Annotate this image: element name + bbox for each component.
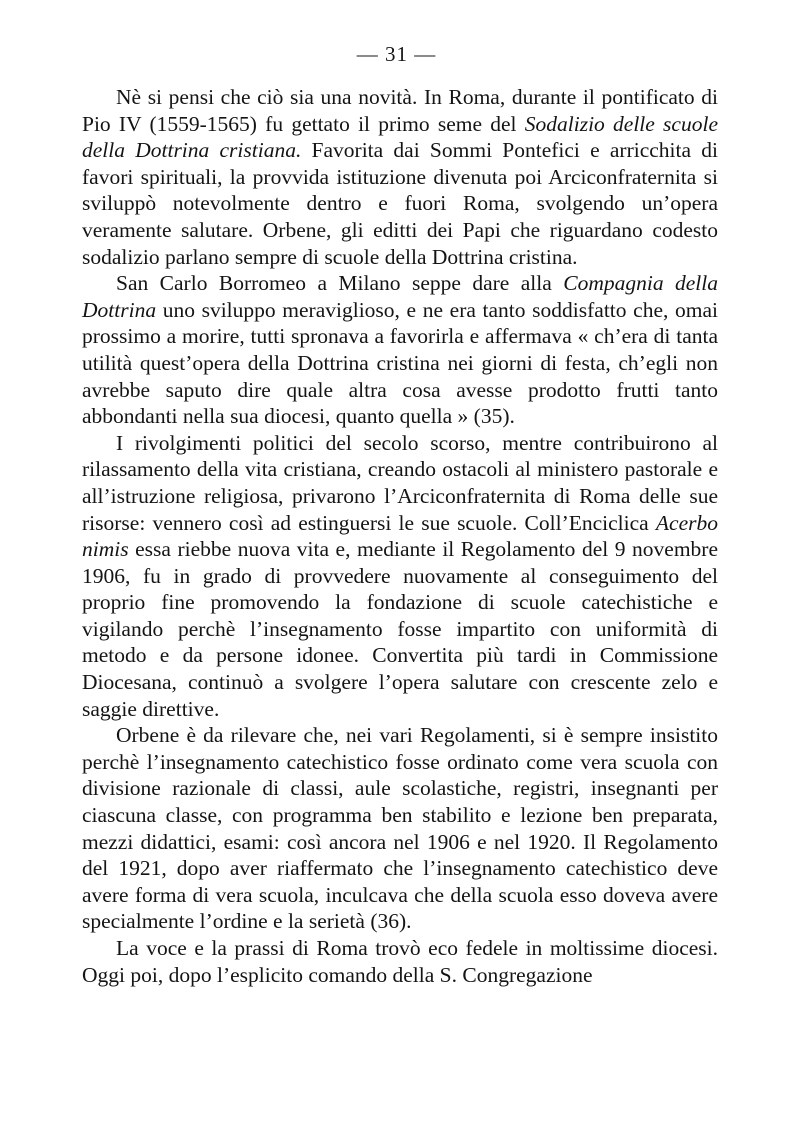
page-number: — 31 — [356,42,437,66]
paragraph-2-text: San Carlo Borromeo a Milano seppe dare alla [116,271,564,296]
paragraph-1-italic-title: Sodalizio delle scuole della Dottrina cristiana. [82,111,718,163]
paragraph-5-text: La voce e la prassi di Roma trovò eco fedele in moltissime diocesi. Oggi poi, dopo l’esplicito comando della S. Congregazione [82,936,718,987]
paragraph-3-text-cont: essa riebbe nuova vita e, mediante il Regolamento del 9 novembre 1906, fu in grado di provvedere nuovamente al conseguimento del proprio fine promovendo la fondazione di scuole catechistiche e vigilando perchè l’insegnamento fosse impartito con uniformità di metodo e da persone idonee. Convertita più tardi in Commissione Diocesana, continuò a svolgere l’opera salutare con crescente zelo e saggie direttive. [82,537,718,721]
paragraph-3 [82,430,718,723]
paragraph-1 [82,84,718,270]
paragraph-2-text-cont: uno sviluppo meraviglioso, e ne era tanto soddisfatto che, omai prossimo a morire, tutti spronava a favorirla e affermava « ch’era di tanta utilità quest’opera della Dottrina cristina nei giorni di festa, ch’egli non avrebbe saputo dire quale altra cosa avesse prodotto frutti tanto abbondanti nella sua diocesi, quanto quella » (35). [82,297,718,429]
body-text [82,84,718,988]
paragraph-4-text: Orbene è da rilevare che, nei vari Regolamenti, si è sempre insistito perchè l’insegnamento catechistico fosse ordinato come vera scuola con divisione razionale di classi, aule scolastiche, registri, insegnanti per ciascuna classe, con programma ben stabilito e lezione ben preparata, mezzi didattici, esami: così ancora nel 1906 e nel 1920. Il Regolamento del 1921, dopo aver riaffermato che l’insegnamento catechistico deve avere forma di vera scuola, inculcava che della scuola esso doveva avere specialmente l’ordine e la serietà (36). [82,723,718,934]
paragraph-5 [82,935,718,988]
paragraph-2 [82,270,718,430]
paragraph-2-italic-title: Compagnia della Dottrina [82,271,718,322]
paragraph-1-text-cont: Favorita dai Sommi Pontefici e arricchita di favori spirituali, la provvida istituzione divenuta poi Arciconfraternita si sviluppò notevolmente dentro e fuori Roma, svolgendo un’opera veramente salutare. Orbene, gli editti dei Papi che riguardano codesto sodalizio parlano sempre di scuole della Dottrina cristina. [82,138,718,269]
paragraph-4 [82,722,718,935]
paragraph-3-italic-title: Acerbo nimis [82,510,718,562]
paragraph-3-text: I rivolgimenti politici del secolo scorso, mentre contribuirono al rilassamento della vita cristiana, creando ostacoli al ministero pastorale e all’istruzione religiosa, privarono l’Arciconfraternita di Roma delle sue risorse: vennero così ad estinguersi le sue scuole. Coll’Enciclica [82,430,718,535]
paragraph-1-text: Nè si pensi che ciò sia una novità. In Roma, durante il pontificato di Pio IV (1559-1565) fu gettato il primo seme del [82,85,718,136]
